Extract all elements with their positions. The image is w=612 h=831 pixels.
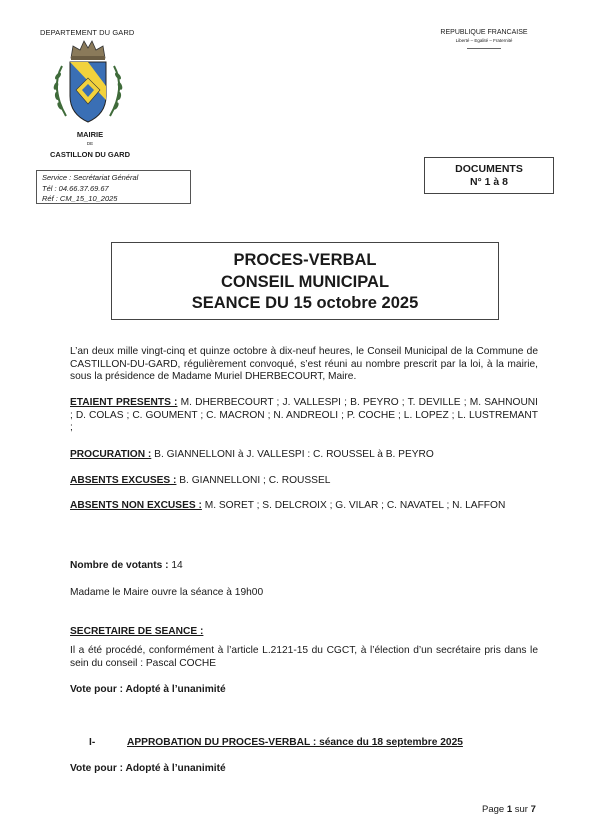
mairie-de-label: DE [86, 141, 94, 146]
service-phone: Tél : 04.66.37.69.67 [42, 183, 109, 193]
presents-paragraph [70, 397, 538, 435]
town-name-label: CASTILLON DU GARD [50, 150, 130, 159]
service-name: Service : Secrétariat Général [42, 173, 139, 182]
documents-range: N° 1 à 8 [469, 176, 509, 188]
voters-count: 14 [168, 560, 183, 571]
department-label: DEPARTEMENT DU GARD [40, 28, 135, 37]
intro-paragraph: L’an deux mille vingt-cinq et quinze octobre à dix-neuf heures, le Conseil Municipal de la Commune de CASTILLON-DU-GARD, régulièrement convoqué, s’est réuni au nombre prescrit par la loi, à la mairie, sous la présidence de Madame Muriel DHERBECOURT, Maire. [70, 346, 538, 382]
unexcused-paragraph [70, 500, 538, 513]
town-crest-logo [46, 38, 130, 130]
unexcused-label: ABSENTS NON EXCUSES : [70, 500, 202, 511]
secretary-heading: SECRETAIRE DE SEANCE : [70, 626, 204, 637]
excused-paragraph [70, 475, 538, 488]
documents-box [424, 157, 554, 194]
vote-result-2: Vote pour : Adopté à l’unanimité [70, 763, 226, 774]
mairie-label: MAIRIE [76, 130, 104, 139]
title-line-1: PROCES-VERBAL [233, 251, 377, 269]
procuration-label: PROCURATION : [70, 449, 152, 460]
title-line-3: SEANCE DU 15 octobre 2025 [191, 294, 419, 312]
title-line-2: CONSEIL MUNICIPAL [220, 272, 390, 291]
section-number: I- [89, 737, 96, 748]
procuration-paragraph [70, 449, 538, 462]
excused-list: B. GIANNELLONI ; C. ROUSSEL [176, 475, 331, 486]
page-total: 7 [530, 804, 536, 815]
section-heading-1 [89, 737, 463, 748]
section-title: APPROBATION DU PROCES-VERBAL : séance du 18 septembre 2025 [127, 737, 463, 748]
vote-result-1: Vote pour : Adopté à l’unanimité [70, 684, 226, 695]
service-reference: Réf : CM_15_10_2025 [42, 194, 118, 203]
presents-list: M. DHERBECOURT ; J. VALLESPI ; B. PEYRO ; T. DEVILLE ; M. SAHNOUNI ; D. COLAS ; C. GOUMENT ; C. MACRON ; N. ANDREOLI ; P. COCHE ; L. LOPEZ ; L. LUSTREMANT ; [70, 397, 538, 433]
header-divider [467, 48, 501, 49]
republic-label: REPUBLIQUE FRANCAISE [440, 29, 528, 36]
service-box [36, 170, 191, 204]
document-title-box [111, 242, 499, 320]
republic-motto: Liberté – Egalité – Fraternité [455, 38, 513, 43]
page-prefix: Page [482, 804, 507, 815]
page-number [482, 804, 536, 815]
page-separator: sur [512, 804, 531, 815]
session-opening: Madame le Maire ouvre la séance à 19h00 [70, 587, 264, 598]
documents-label: DOCUMENTS [455, 163, 523, 175]
voters-paragraph [70, 560, 538, 573]
voters-label: Nombre de votants : [70, 560, 169, 571]
procuration-list: B. GIANNELLONI à J. VALLESPI : C. ROUSSEL à B. PEYRO [151, 449, 434, 460]
page-current: 1 [506, 804, 513, 815]
excused-label: ABSENTS EXCUSES : [70, 475, 177, 486]
unexcused-list: M. SORET ; S. DELCROIX ; G. VILAR ; C. NAVATEL ; N. LAFFON [201, 500, 506, 511]
secretary-paragraph: Il a été procédé, conformément à l’article L.2121-15 du CGCT, à l’élection d’un secrétaire pris dans le sein du conseil : Pascal COCHE [70, 645, 538, 669]
crown-icon [71, 41, 105, 60]
presents-label: ETAIENT PRESENTS : [70, 397, 178, 408]
